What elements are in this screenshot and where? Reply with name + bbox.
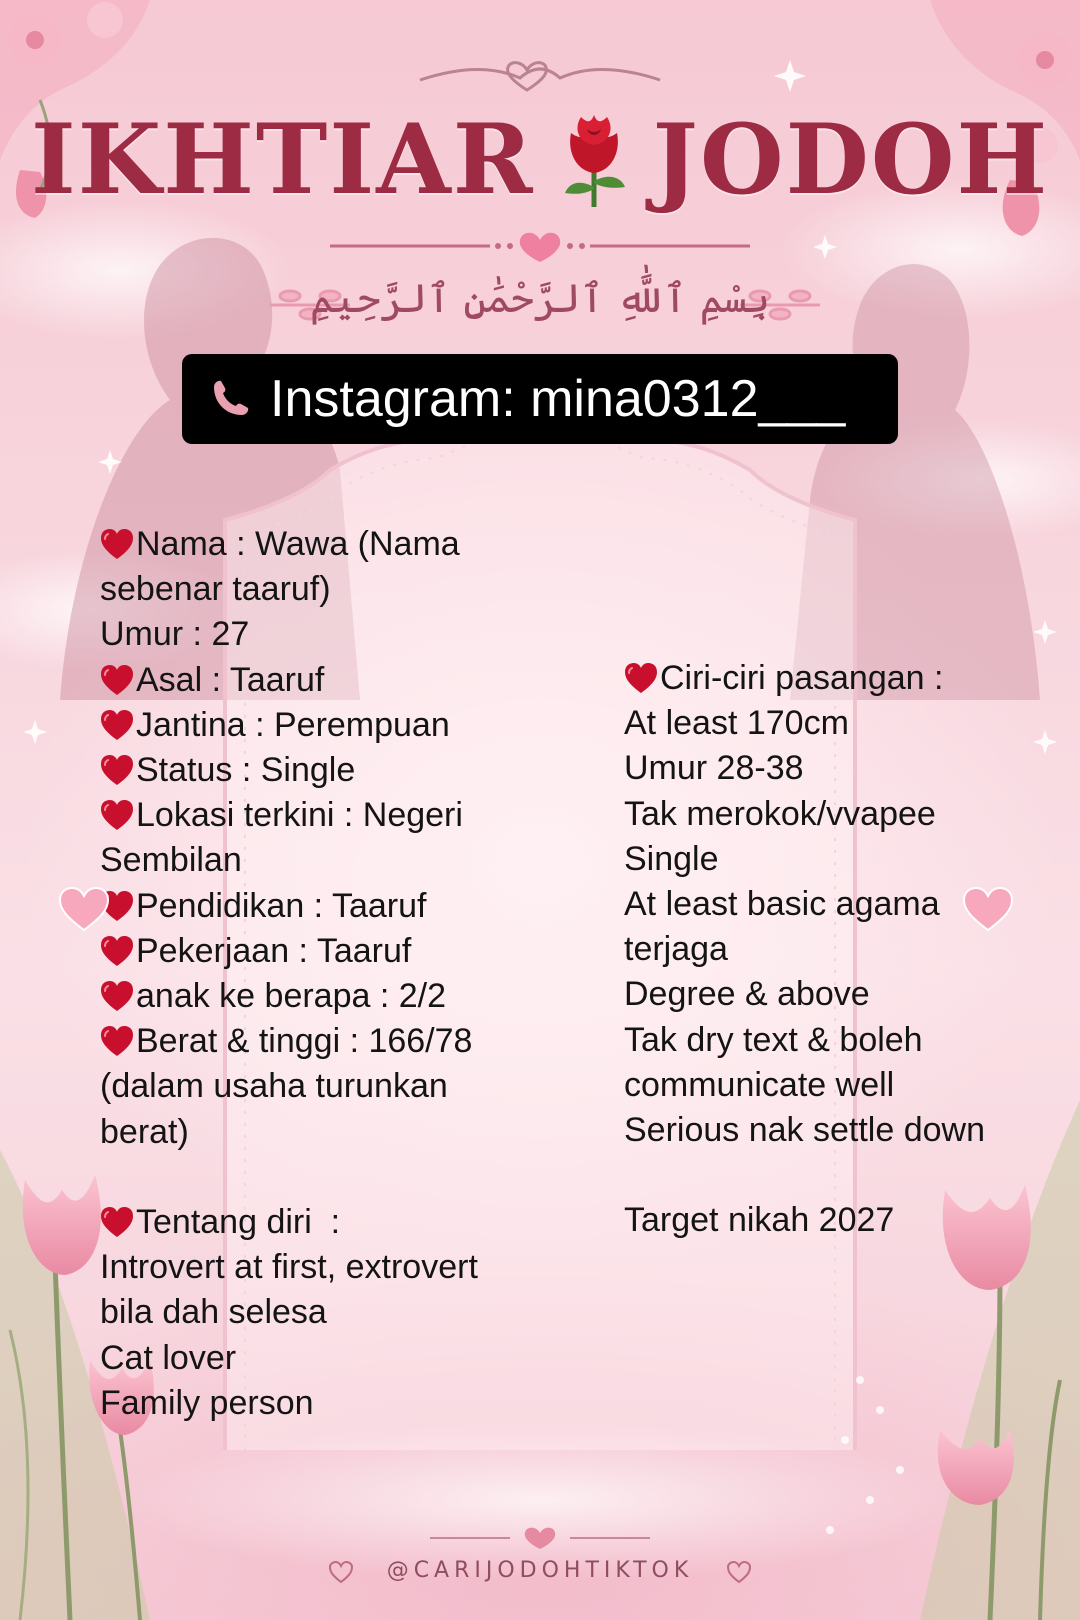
criteria-line-text: terjaga (624, 930, 728, 969)
profile-line (100, 793, 570, 838)
profile-line (100, 1290, 570, 1335)
profile-line (100, 567, 570, 612)
profile-line (100, 612, 570, 657)
profile-line (100, 974, 570, 1019)
basmala: بِسْمِ ٱللَّٰهِ ٱلرَّحْمَٰنِ ٱلرَّحِيمِ (309, 276, 771, 322)
outline-heart-icon (726, 1560, 752, 1584)
title-right: JODOH (652, 102, 1050, 216)
profile-line (100, 748, 570, 793)
criteria-line-text: Umur 28-38 (624, 749, 804, 788)
criteria-line-text: Serious nak settle down (624, 1111, 985, 1150)
criteria-line (624, 927, 1044, 972)
profile-line (100, 838, 570, 883)
profile-line-text: Status : Single (136, 751, 356, 790)
criteria-line-text: At least basic agama (624, 885, 940, 924)
profile-line (100, 522, 570, 567)
red-heart-icon (100, 935, 134, 967)
profile-line-text: Berat & tinggi : 166/78 (136, 1022, 473, 1061)
partner-criteria (624, 656, 1044, 1244)
profile-line (100, 929, 570, 974)
profile-line-text: (dalam usaha turunkan (100, 1067, 448, 1106)
profile-line (100, 1110, 570, 1155)
criteria-line-text: Ciri-ciri pasangan : (660, 659, 944, 697)
pink-heart-icon (962, 886, 1014, 932)
criteria-line (624, 1153, 1044, 1198)
criteria-line (624, 837, 1044, 882)
criteria-line-text: Target nikah 2027 (624, 1201, 895, 1240)
red-heart-icon (100, 1206, 134, 1238)
profile-line (100, 1381, 570, 1426)
criteria-line (624, 972, 1044, 1017)
instagram-handle: Instagram: mina0312___ (270, 370, 846, 428)
profile-line-text: Pekerjaan : Taaruf (136, 931, 412, 970)
profile-line (100, 1200, 570, 1245)
profile-line-text: Nama : Wawa (Nama (136, 525, 460, 563)
red-heart-icon (100, 528, 134, 560)
profile-line (100, 1064, 570, 1109)
red-heart-icon (100, 980, 134, 1012)
title (0, 104, 1080, 214)
profile-line (100, 884, 570, 929)
criteria-line (624, 1018, 1044, 1063)
profile-details (100, 522, 570, 1426)
profile-line-text: sebenar taaruf) (100, 570, 331, 609)
footer-handle: @CARIJODOHTIKTOK (386, 1558, 694, 1583)
profile-line-text: berat) (100, 1112, 189, 1151)
red-heart-icon (100, 664, 134, 696)
criteria-line (624, 656, 1044, 701)
profile-line-text: bila dah selesa (100, 1293, 327, 1332)
red-heart-icon (100, 1025, 134, 1057)
criteria-line-text: Degree & above (624, 975, 870, 1014)
profile-line-text: Cat lover (100, 1338, 237, 1377)
title-left: IKHTIAR (30, 102, 535, 216)
profile-line (100, 703, 570, 748)
profile-line-text: anak ke berapa : 2/2 (136, 977, 447, 1016)
red-heart-icon (100, 799, 134, 831)
red-heart-icon (100, 754, 134, 786)
profile-line (100, 1245, 570, 1290)
pink-heart-icon (58, 886, 110, 932)
profile-line-text: Jantina : Perempuan (136, 705, 450, 744)
profile-line-text: Introvert at first, extrovert (100, 1248, 478, 1287)
criteria-line-text: Tak merokok/vvapee (624, 794, 936, 833)
profile-line (100, 1019, 570, 1064)
criteria-line-text: Tak dry text & boleh (624, 1020, 923, 1059)
phone-icon (208, 377, 252, 421)
criteria-line-text: At least 170cm (624, 704, 849, 743)
criteria-line (624, 746, 1044, 791)
criteria-line (624, 1198, 1044, 1243)
profile-line-text: Asal : Taaruf (136, 660, 325, 699)
profile-line-text: Umur : 27 (100, 615, 250, 654)
profile-line (100, 658, 570, 703)
profile-line-text: Family person (100, 1383, 314, 1422)
red-heart-icon (624, 662, 658, 694)
instagram-banner (182, 354, 898, 444)
profile-line (100, 1336, 570, 1381)
criteria-line (624, 792, 1044, 837)
criteria-line (624, 1063, 1044, 1108)
criteria-line-text: Single (624, 839, 719, 878)
red-heart-icon (100, 709, 134, 741)
criteria-line-text: communicate well (624, 1065, 895, 1104)
profile-line-text: Sembilan (100, 841, 242, 880)
profile-line-text: Lokasi terkini : Negeri (136, 796, 463, 835)
rose-icon (557, 109, 631, 209)
profile-line (100, 1155, 570, 1200)
criteria-line (624, 701, 1044, 746)
profile-line-text: Pendidikan : Taaruf (136, 886, 427, 925)
profile-line-text: Tentang diri : (136, 1203, 341, 1242)
criteria-line (624, 1108, 1044, 1153)
